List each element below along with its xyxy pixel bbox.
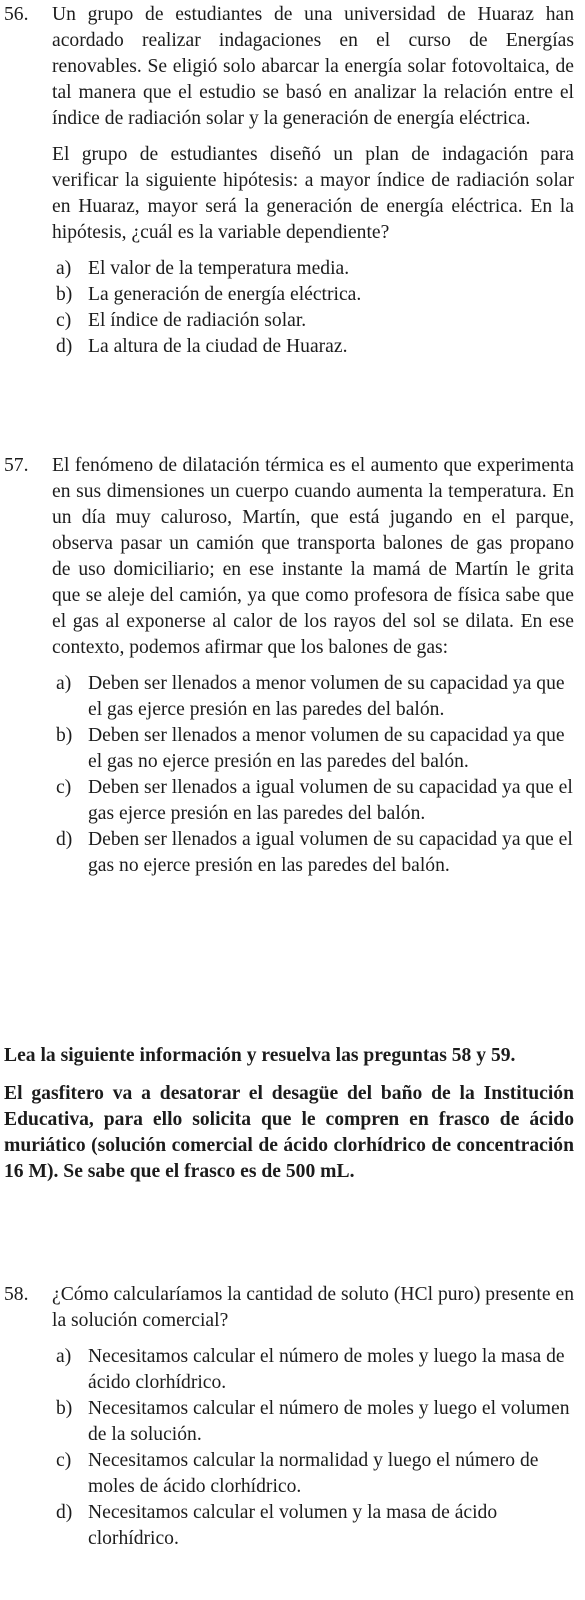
question-number: 58.	[4, 1284, 29, 1305]
question-body	[52, 1282, 574, 1552]
answer-options	[52, 256, 574, 360]
instructions-intro: Lea la siguiente información y resuelva las preguntas 58 y 59.	[4, 1045, 516, 1066]
question-body	[52, 2, 574, 360]
answer-options	[52, 671, 574, 879]
option-label: b)	[56, 725, 73, 746]
option-c[interactable]	[52, 775, 574, 827]
option-label: a)	[56, 673, 72, 694]
option-d[interactable]	[52, 1500, 574, 1552]
option-c[interactable]	[52, 1448, 574, 1500]
option-text: Necesitamos calcular el número de moles y luego el volumen de la solución.	[88, 1398, 570, 1445]
option-label: d)	[56, 829, 73, 850]
question-body	[52, 453, 574, 879]
option-b[interactable]	[52, 1396, 574, 1448]
option-d[interactable]	[52, 827, 574, 879]
option-text: La generación de energía eléctrica.	[88, 284, 362, 305]
question-number: 57.	[4, 455, 29, 476]
option-text: Necesitamos calcular el volumen y la masa de ácido clorhídrico.	[88, 1502, 498, 1549]
question-paragraph: El grupo de estudiantes diseñó un plan de indagación para verificar la siguiente hipótesis: a mayor índice de radiación solar en Huaraz, mayor será la generación de energía eléctrica. En la hipótesis, ¿cuál es la variable dependiente?	[52, 144, 574, 243]
option-label: b)	[56, 284, 73, 305]
option-text: El índice de radiación solar.	[88, 310, 307, 331]
option-a[interactable]	[52, 256, 574, 282]
option-text: Necesitamos calcular el número de moles y luego la masa de ácido clorhídrico.	[88, 1346, 565, 1393]
option-text: Deben ser llenados a igual volumen de su capacidad ya que el gas no ejerce presión en las paredes del balón.	[88, 829, 573, 876]
reading-instructions	[4, 1043, 574, 1197]
option-b[interactable]	[52, 282, 574, 308]
question-57	[4, 453, 574, 879]
answer-options	[52, 1344, 574, 1552]
option-a[interactable]	[52, 671, 574, 723]
option-label: b)	[56, 1398, 73, 1419]
option-label: c)	[56, 777, 72, 798]
option-text: La altura de la ciudad de Huaraz.	[88, 336, 348, 357]
option-a[interactable]	[52, 1344, 574, 1396]
option-b[interactable]	[52, 723, 574, 775]
option-text: El valor de la temperatura media.	[88, 258, 350, 279]
question-58	[4, 1282, 574, 1552]
option-label: a)	[56, 258, 72, 279]
option-label: d)	[56, 336, 73, 357]
instructions-text: El gasfitero va a desatorar el desagüe del baño de la Institución Educativa, para ello solicita que le compren en frasco de ácido muriático (solución comercial de ácido clorhídrico de concentración 16 M). Se sabe que el frasco es de 500 mL.	[4, 1083, 574, 1182]
option-label: c)	[56, 310, 72, 331]
option-label: d)	[56, 1502, 73, 1523]
option-c[interactable]	[52, 308, 574, 334]
question-paragraph: ¿Cómo calcularíamos la cantidad de soluto (HCl puro) presente en la solución comercial?	[52, 1284, 574, 1331]
question-number: 56.	[4, 4, 29, 25]
option-text: Necesitamos calcular la normalidad y luego el número de moles de ácido clorhídrico.	[88, 1450, 539, 1497]
question-paragraph: Un grupo de estudiantes de una universidad de Huaraz han acordado realizar indagaciones en el curso de Energías renovables. Se eligió solo abarcar la energía solar fotovoltaica, de tal manera que el estudio se basó en analizar la relación entre el índice de radiación solar y la generación de energía eléctrica.	[52, 4, 574, 129]
option-text: Deben ser llenados a menor volumen de su capacidad ya que el gas ejerce presión en las paredes del balón.	[88, 673, 565, 720]
option-label: a)	[56, 1346, 72, 1367]
option-label: c)	[56, 1450, 72, 1471]
option-text: Deben ser llenados a igual volumen de su capacidad ya que el gas ejerce presión en las paredes del balón.	[88, 777, 573, 824]
option-text: Deben ser llenados a menor volumen de su capacidad ya que el gas no ejerce presión en las paredes del balón.	[88, 725, 565, 772]
question-paragraph: El fenómeno de dilatación térmica es el aumento que experimenta en sus dimensiones un cuerpo cuando aumenta la temperatura. En un día muy caluroso, Martín, que está jugando en el parque, observa pasar un camión que transporta balones de gas propano de uso domiciliario; en ese instante la mamá de Martín le grita que se aleje del camión, ya que como profesora de física sabe que el gas al exponerse al calor de los rayos del sol se dilata. En ese contexto, podemos afirmar que los balones de gas:	[52, 455, 574, 658]
option-d[interactable]	[52, 334, 574, 360]
question-56	[4, 2, 574, 360]
